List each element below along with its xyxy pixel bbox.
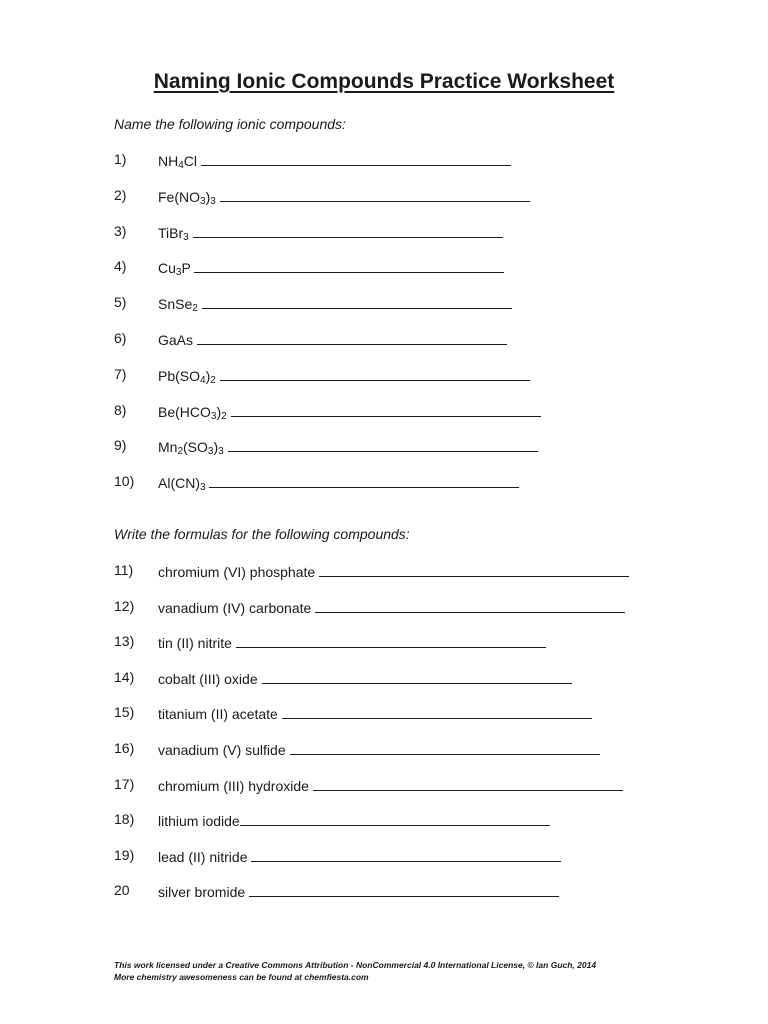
question-prompt [158, 847, 561, 865]
subscript: 3 [210, 410, 217, 422]
question-prompt [158, 740, 600, 758]
prompt-text: Al(CN) [158, 475, 200, 492]
question-number: 10) [114, 473, 135, 490]
answer-blank[interactable] [209, 473, 519, 488]
subscript: 2 [221, 410, 227, 422]
answer-blank[interactable] [249, 882, 559, 897]
answer-blank[interactable] [197, 330, 507, 345]
section-1-instruction: Name the following ionic compounds: [114, 116, 346, 132]
question-prompt [158, 223, 503, 241]
question-prompt [158, 473, 519, 494]
answer-blank[interactable] [194, 258, 504, 273]
answer-blank[interactable] [313, 776, 623, 791]
question-number: 14) [114, 668, 135, 685]
question-prompt [158, 366, 530, 384]
prompt-text: chromium (III) hydroxide [158, 777, 313, 794]
prompt-text: vanadium (V) sulfide [158, 742, 290, 758]
subscript: 3 [207, 446, 214, 458]
prompt-text: lead (II) nitride [158, 848, 252, 865]
subscript: 3 [210, 195, 216, 207]
prompt-text: SnSe [158, 296, 193, 313]
question-number: 17) [114, 775, 135, 792]
question-prompt [158, 882, 559, 900]
question-number: 20 [114, 882, 130, 899]
prompt-text: P [181, 260, 191, 277]
question-number: 18) [114, 811, 135, 828]
question-number: 8) [114, 401, 127, 418]
subscript: 3 [175, 267, 182, 279]
question-number: 12) [114, 597, 135, 614]
prompt-text: GaAs [158, 332, 194, 348]
prompt-text: chromium (VI) phosphate [158, 564, 320, 580]
subscript: 3 [183, 231, 189, 243]
question-number: 6) [114, 330, 127, 346]
question-number: 11) [114, 562, 134, 578]
prompt-text: NH [158, 153, 179, 169]
prompt-text: Cl [183, 153, 198, 169]
prompt-text: Cu [158, 260, 176, 277]
question-prompt [158, 669, 572, 687]
prompt-text: Be(HCO [158, 403, 211, 420]
prompt-text: ) [213, 439, 219, 456]
prompt-text: tin (II) nitrite [158, 635, 236, 652]
answer-blank[interactable] [202, 294, 512, 309]
question-number: 2) [114, 186, 127, 203]
answer-blank[interactable] [282, 704, 592, 719]
prompt-text: silver bromide [158, 884, 250, 901]
question-prompt [158, 811, 550, 829]
subscript: 2 [210, 374, 216, 386]
question-number: 3) [114, 222, 127, 239]
subscript: 3 [200, 195, 206, 207]
answer-blank[interactable] [290, 740, 600, 755]
question-number: 13) [114, 633, 135, 650]
question-number: 4) [114, 258, 127, 275]
answer-blank[interactable] [228, 437, 538, 452]
answer-blank[interactable] [236, 633, 546, 648]
subscript: 4 [178, 160, 184, 171]
question-number: 1) [114, 151, 127, 167]
prompt-text: Mn [158, 439, 178, 456]
section-2-instruction: Write the formulas for the following compounds: [114, 526, 410, 542]
website-notice: More chemistry awesomeness can be found at chemfiesta.com [114, 972, 369, 982]
answer-blank[interactable] [262, 669, 572, 684]
question-prompt [158, 294, 512, 315]
subscript: 4 [200, 374, 206, 386]
subscript: 3 [218, 446, 224, 458]
prompt-text: titanium (II) acetate [158, 706, 282, 723]
prompt-text: TiBr [158, 224, 184, 241]
question-prompt [158, 776, 623, 794]
answer-blank[interactable] [220, 187, 530, 202]
prompt-text: ) [205, 188, 211, 205]
question-number: 15) [114, 704, 135, 721]
question-prompt [158, 562, 629, 580]
subscript: 3 [200, 482, 206, 494]
question-prompt [158, 258, 504, 279]
question-prompt [158, 437, 538, 458]
question-prompt [158, 330, 507, 348]
answer-blank[interactable] [251, 847, 561, 862]
prompt-text: Pb(SO [158, 367, 201, 384]
prompt-text: cobalt (III) oxide [158, 670, 262, 687]
question-number: 16) [114, 740, 135, 756]
question-number: 7) [114, 365, 127, 382]
prompt-text: Fe(NO [158, 188, 200, 205]
question-prompt [158, 633, 546, 651]
license-notice: This work licensed under a Creative Commons Attribution - NonCommercial 4.0 International License, © Ian Guch, 2014 [114, 960, 597, 970]
answer-blank[interactable] [315, 598, 625, 613]
prompt-text: vanadium (IV) carbonate [158, 599, 316, 616]
prompt-text: ) [216, 403, 222, 420]
answer-blank[interactable] [201, 151, 511, 166]
question-prompt [158, 151, 511, 169]
subscript: 2 [192, 303, 198, 315]
prompt-text: (SO [183, 439, 208, 456]
prompt-text: ) [205, 367, 211, 384]
prompt-text: lithium iodide [158, 813, 240, 830]
question-prompt [158, 598, 625, 616]
answer-blank[interactable] [220, 366, 530, 381]
question-number: 5) [114, 294, 127, 311]
answer-blank[interactable] [319, 562, 629, 577]
question-number: 19) [114, 846, 135, 863]
answer-blank[interactable] [240, 811, 550, 826]
worksheet-title: Naming Ionic Compounds Practice Worksheet [153, 70, 615, 93]
question-number: 9) [114, 437, 127, 454]
question-prompt [158, 187, 530, 205]
subscript: 2 [177, 446, 184, 458]
answer-blank[interactable] [231, 402, 541, 417]
question-prompt [158, 402, 541, 420]
answer-blank[interactable] [193, 223, 503, 238]
question-prompt [158, 704, 592, 722]
